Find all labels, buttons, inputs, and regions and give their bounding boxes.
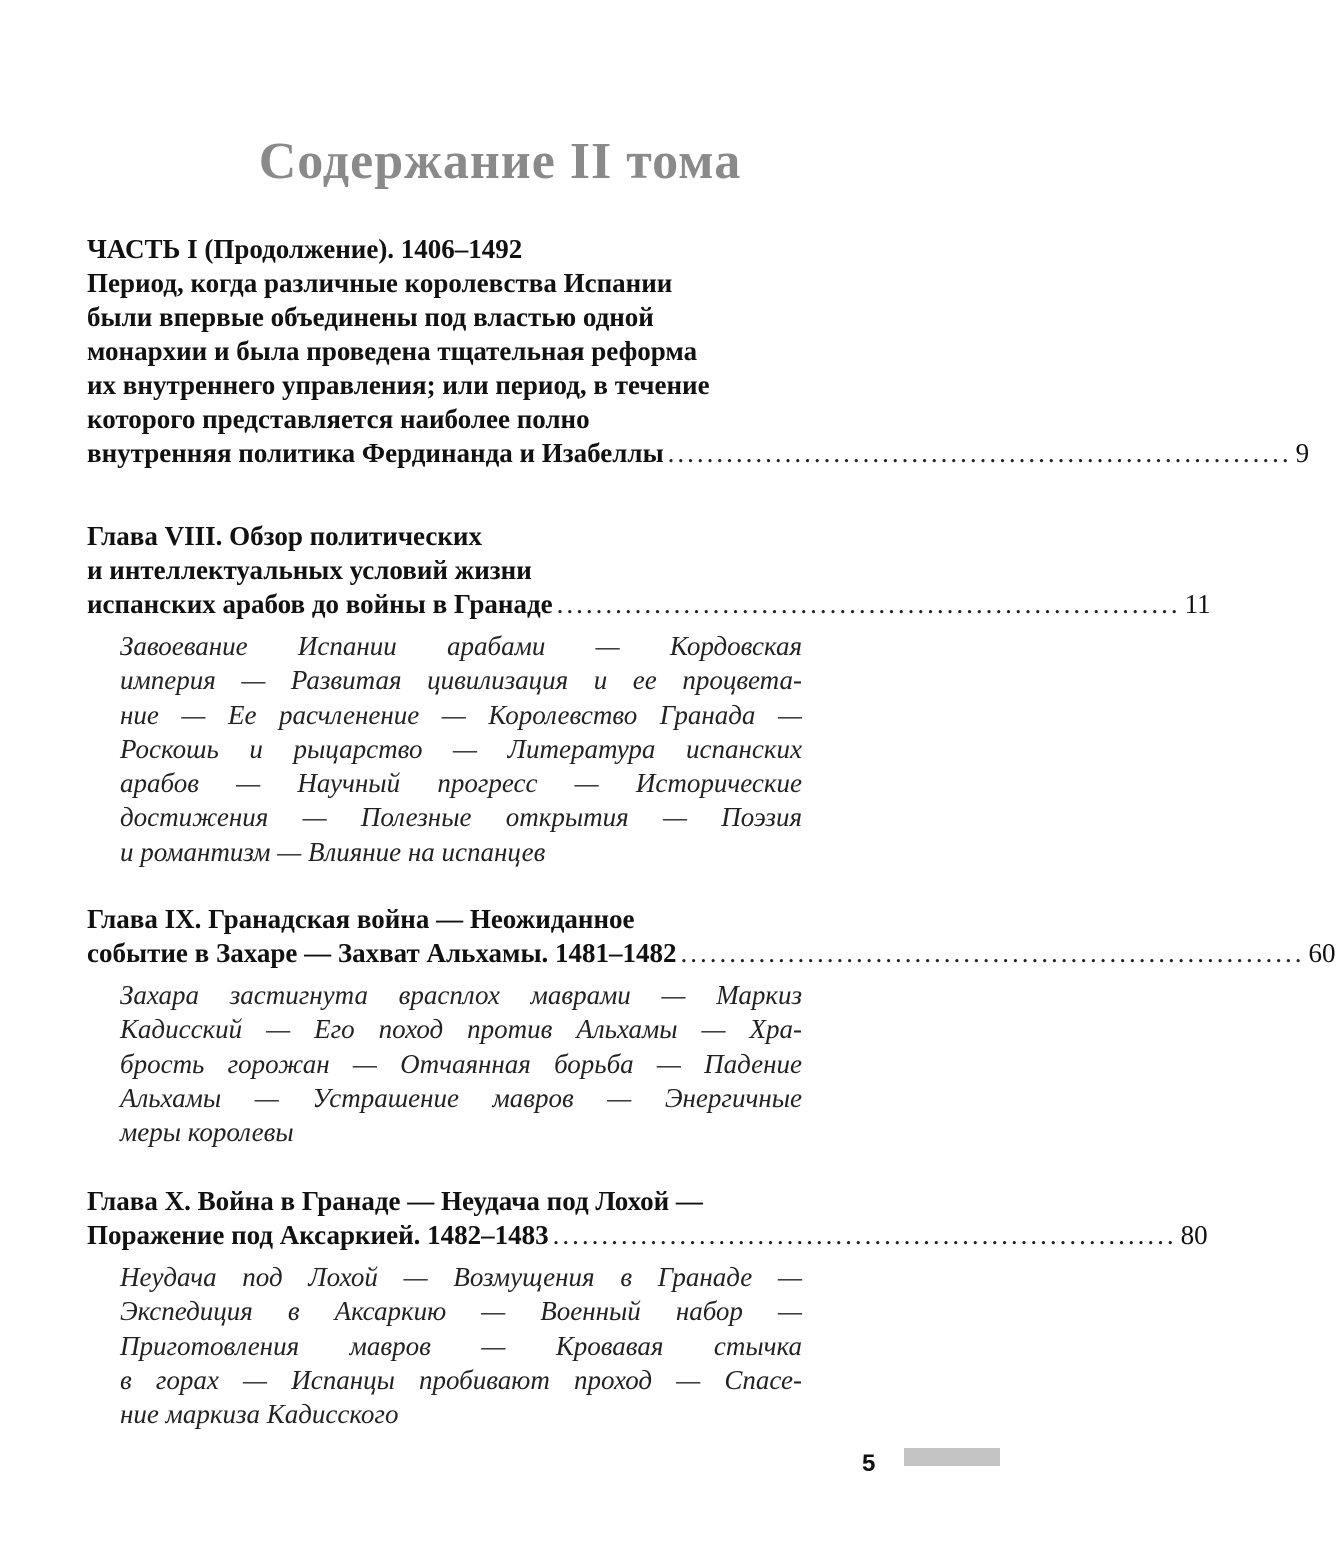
toc-entry-chapter-9 [87,902,1336,1149]
chapter-summary [120,1260,802,1431]
entry-heading [87,232,1310,470]
page-ref: 9 [1295,438,1310,468]
summary-line: и романтизм — Влияние на испанцев [120,836,546,867]
heading-line: Глава IX. Гранадская война — Неожиданное [87,904,635,934]
summary-line: Неудача под Лохой — Возмущения в Гранаде — [120,1262,802,1292]
summary-line: империя — Развитая цивилизация и ее процвета- [120,665,802,696]
summary-line: брость горожан — Отчаянная борьба — Падение [120,1048,802,1079]
page-edge-bar [904,1448,1000,1466]
heading-line: внутренняя политика Фердинанда и Изабеллы [87,438,664,468]
heading-line: Период, когда различные королевства Испании [87,268,673,298]
summary-line: Альхамы — Устрашение мавров — Энергичные [120,1082,802,1113]
heading-line: и интеллектуальных условий жизни [87,555,532,585]
summary-line: Завоевание Испании арабами — Кордовская [120,631,802,661]
dot-leader: ................................................................ [556,589,1181,619]
toc-entry-chapter-10 [87,1184,1208,1431]
dot-leader: ................................................................ [667,438,1292,468]
page-title: Содержание II тома [258,133,742,190]
page-ref: 80 [1180,1220,1208,1250]
summary-line: достижения — Полезные открытия — Поэзия [120,802,802,833]
heading-line: были впервые объединены под властью одной [87,302,654,332]
dot-leader: ................................................................ [680,938,1305,968]
toc-entry-chapter-8 [87,519,1211,869]
summary-line: меры королевы [120,1117,294,1148]
heading-line: монархии и была проведена тщательная реформа [87,336,698,366]
summary-line: Роскошь и рыцарство — Литература испанских [120,733,802,764]
heading-line: которого представляется наиболее полно [87,404,590,434]
chapter-summary [120,978,802,1149]
heading-line: событие в Захаре — Захват Альхамы. 1481–1482 [87,938,677,968]
heading-line: Поражение под Аксаркией. 1482–1483 [87,1220,549,1250]
heading-line: ЧАСТЬ I (Продолжение). 1406–1492 [87,234,523,264]
entry-heading [87,519,1211,621]
summary-line: в горах — Испанцы пробивают проход — Спасе- [120,1364,802,1395]
summary-line: Приготовления мавров — Кровавая стычка [120,1330,802,1361]
heading-last-line [87,936,1336,970]
heading-last-line [87,436,1310,470]
toc-entry-part-1 [87,232,1310,470]
dot-leader: ................................................................ [552,1220,1177,1250]
heading-line: испанских арабов до войны в Гранаде [87,589,553,619]
heading-line: Глава VIII. Обзор политических [87,521,482,551]
entry-heading [87,902,1336,970]
heading-last-line [87,587,1211,621]
heading-line: Глава X. Война в Гранаде — Неудача под Лохой — [87,1186,703,1216]
page-ref: 11 [1184,589,1211,619]
summary-line: Захара застигнута врасплох маврами — Маркиз [120,980,802,1010]
page-ref: 60 [1308,938,1336,968]
summary-line: арабов — Научный прогресс — Исторические [120,768,802,799]
page-number: 5 [862,1450,876,1477]
summary-line: ние маркиза Кадисского [120,1399,399,1430]
summary-line: Кадисский — Его поход против Альхамы — Хра- [120,1014,802,1045]
heading-last-line [87,1218,1208,1252]
entry-heading [87,1184,1208,1252]
heading-line: их внутреннего управления; или период, в течение [87,370,710,400]
chapter-summary [120,629,802,869]
summary-line: Экспедиция в Аксаркию — Военный набор — [120,1296,802,1327]
summary-line: ние — Ее расчленение — Королевство Гранада — [120,699,802,730]
